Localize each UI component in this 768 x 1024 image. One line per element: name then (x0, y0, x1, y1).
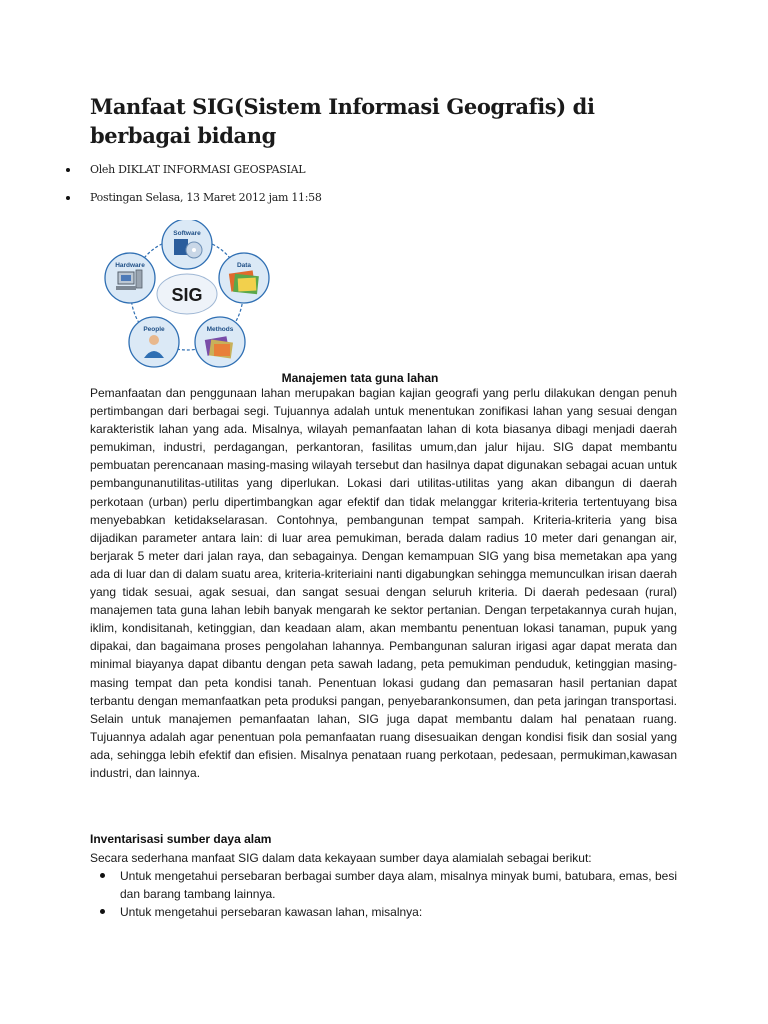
sig-components-diagram (94, 220, 280, 380)
meta-author: Oleh DIKLAT INFORMASI GEOSPASIAL (62, 162, 322, 190)
node-data-label: Data (236, 262, 252, 269)
node-methods (195, 317, 245, 367)
node-people-label: People (143, 326, 165, 333)
computer-tower-icon (136, 270, 142, 288)
node-people (129, 317, 179, 367)
node-software-label: Software (173, 230, 201, 237)
article-title: Manfaat SIG(Sistem Informasi Geografis) di berbagai bidang (90, 94, 595, 148)
article-meta (62, 162, 322, 218)
list-item: Untuk mengetahui persebaran berbagai sumber daya alam, misalnya minyak bumi, batubara, emas, besi dan barang tambang lainnya. (90, 867, 677, 903)
floppy-disk-icon (174, 239, 188, 255)
node-hardware (105, 253, 155, 303)
natural-resources-list (90, 867, 677, 921)
node-hardware-label: Hardware (115, 262, 145, 269)
node-software (162, 220, 212, 269)
list-item: Untuk mengetahui persebaran kawasan lahan, misalnya: (90, 903, 677, 921)
sig-center-label: SIG (171, 285, 203, 305)
section-heading-land-use: Manajemen tata guna lahan (281, 371, 439, 385)
meta-date: Postingan Selasa, 13 Maret 2012 jam 11:58 (62, 190, 322, 218)
section-heading-natural-resources: Inventarisasi sumber daya alam (90, 832, 272, 846)
natural-resources-intro: Secara sederhana manfaat SIG dalam data kekayaan sumber daya alamialah sebagai berikut: (90, 851, 592, 865)
node-methods-label: Methods (206, 326, 234, 333)
person-icon (149, 335, 159, 345)
land-use-paragraph: Pemanfaatan dan penggunaan lahan merupakan bagian kajian geografi yang perlu dilakukan dengan penuh pertimbangan dari berbagai segi. Tujuannya adalah untuk menentukan zonifikasi lahan yang sesuai dengan karakteristik lahan yang ada. Misalnya, wilayah pemanfaatan lahan di kota biasanya dibagi menjadi daerah pemukiman, industri, perdagangan, perkantoran, fasilitas umum,dan jalur hijau. SIG dapat membantu pembuatan perencanaan masing-masing wilayah tersebut dan hasilnya dapat digunakan sebagai acuan untuk pembangunanutilitas-utilitas yang diperlukan. Lokasi dari utilitas-utilitas yang akan dibangun di daerah perkotaan (urban) perlu dipertimbangkan agar efektif dan tidak melanggar kriteria-kriteria tertentuyang bisa menyebabkan ketidakselarasan. Contohnya, pembangunan tempat sampah. Kriteria-kriteria yang bisa dijadikan parameter antara lain: di luar area pemukiman, berada dalam radius 10 meter dari genangan air, berjarak 5 meter dari jalan raya, dan sebagainya. Dengan kemampuan SIG yang bisa memetakan apa yang ada di luar dan di dalam suatu area, kriteria-kriteriaini nanti digabungkan sehingga memunculkan irisan daerah yang tidak sesuai, agak sesuai, dan sangat sesuai dengan seluruh kriteria. Di daerah pedesaan (rural) manajemen tata guna lahan lebih banyak mengarah ke sektor pertanian. Dengan terpetakannya curah hujan, iklim, kondisitanah, ketinggian, dan keadaan alam, akan membantu penentuan lokasi tanaman, pupuk yang dipakai, dan bagaimana proses pengolahan lahannya. Pembangunan saluran irigasi agar dapat merata dan minimal biayanya dapat dibantu dengan peta sawah ladang, peta pemukiman penduduk, ketinggian masing-masing tempat dan peta kondisi tanah. Penentuan lokasi gudang dan pemasaran hasil pertanian dapat terbantu dengan memanfaatkan peta produksi pangan, penyebarankonsumen, dan peta jaringan transportasi. Selain untuk manajemen pemanfaatan lahan, SIG juga dapat membantu dalam hal penataan ruang. Tujuannya adalah agar penentuan pola pemanfaatan ruang disesuaikan dengan kondisi fisik dan sosial yang ada, sehingga lebih efektif dan efisien. Misalnya penataan ruang perkotaan, pedesaan, permukiman,kawasan industri, dan lainnya. (90, 386, 678, 780)
node-data (219, 253, 269, 303)
